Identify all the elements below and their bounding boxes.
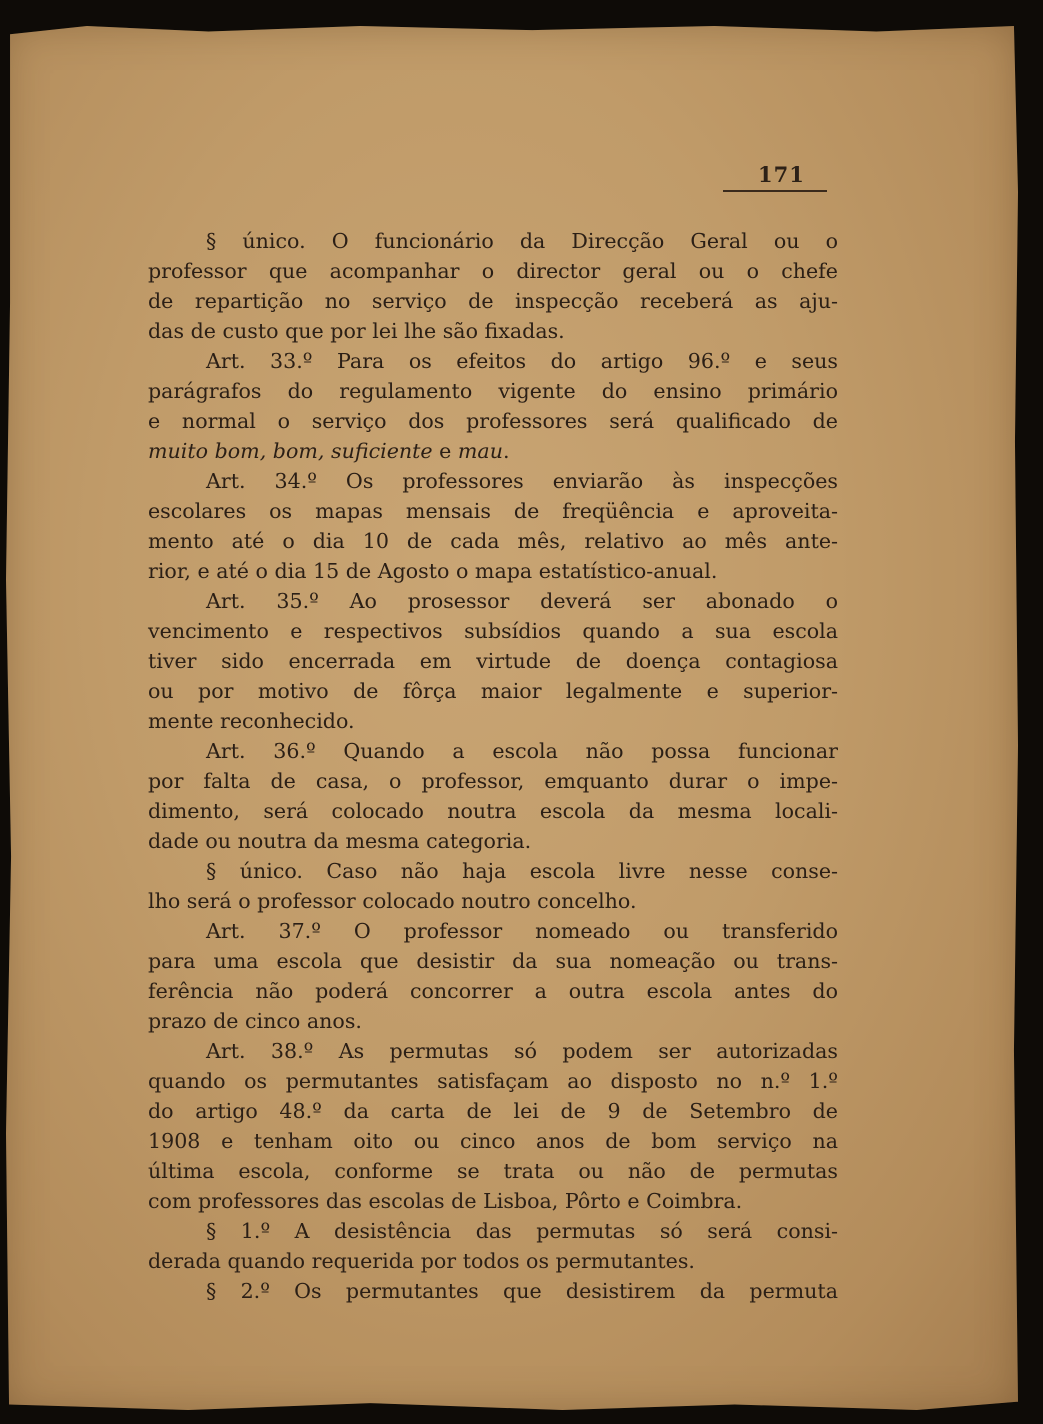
text-line: do artigo 48.º da carta de lei de 9 de Setembro de [148, 1099, 838, 1123]
page-number-rule [723, 190, 827, 192]
text-line: dimento, será colocado noutra escola da mesma locali- [148, 799, 838, 823]
text-line: Art. 37.º O professor nomeado ou transferido [206, 919, 838, 943]
text-line: § 1.º A desistência das permutas só será consi- [206, 1219, 838, 1243]
text-line: ferência não poderá concorrer a outra escola antes do [148, 979, 838, 1003]
body-text [148, 226, 838, 1306]
text-line: § único. O funcionário da Direcção Geral ou o [206, 229, 838, 253]
text-line: ou por motivo de fôrça maior legalmente e superior- [148, 679, 838, 703]
text-line: parágrafos do regulamento vigente do ensino primário [148, 379, 838, 403]
text-line: Art. 36.º Quando a escola não possa funcionar [206, 739, 838, 763]
text-line: dade ou noutra da mesma categoria. [148, 829, 532, 853]
text-line: § 2.º Os permutantes que desistirem da permuta [206, 1279, 838, 1303]
text-line: e normal o serviço dos professores será qualificado de [148, 409, 838, 433]
text-line: Art. 33.º Para os efeitos do artigo 96.º e seus [206, 349, 838, 373]
text-line: escolares os mapas mensais de freqüência e aproveita- [148, 499, 838, 523]
text-line: 1908 e tenham oito ou cinco anos de bom serviço na [148, 1129, 838, 1153]
text-line: por falta de casa, o professor, emquanto durar o impe- [148, 769, 838, 793]
text-line: tiver sido encerrada em virtude de doença contagiosa [148, 649, 838, 673]
page-number: 171 [758, 162, 805, 187]
text-line: quando os permutantes satisfaçam ao disposto no n.º 1.º [148, 1069, 838, 1093]
text-line: Art. 35.º Ao prosessor deverá ser abonado o [206, 589, 838, 613]
text-line: professor que acompanhar o director geral ou o chefe [148, 259, 838, 283]
text-line: das de custo que por lei lhe são fixadas. [148, 319, 565, 343]
text-line: com professores das escolas de Lisboa, Pôrto e Coimbra. [148, 1189, 743, 1213]
text-line: mento até o dia 10 de cada mês, relativo ao mês ante- [148, 529, 838, 553]
text-line: derada quando requerida por todos os permutantes. [148, 1249, 695, 1273]
text-line: rior, e até o dia 15 de Agosto o mapa estatístico-anual. [148, 559, 718, 583]
text-line: prazo de cinco anos. [148, 1009, 362, 1033]
text-line: para uma escola que desistir da sua nomeação ou trans- [148, 949, 838, 973]
text-line: de repartição no serviço de inspecção receberá as aju- [148, 289, 838, 313]
text-line: muito bom, bom, suficiente e mau. [148, 439, 510, 463]
text-line: Art. 34.º Os professores enviarão às inspecções [206, 469, 838, 493]
text-line: última escola, conforme se trata ou não de permutas [148, 1159, 838, 1183]
text-line: mente reconhecido. [148, 709, 355, 733]
text-line: vencimento e respectivos subsídios quando a sua escola [148, 619, 838, 643]
text-line: Art. 38.º As permutas só podem ser autorizadas [206, 1039, 838, 1063]
text-line: lho será o professor colocado noutro concelho. [148, 889, 637, 913]
text-line: § único. Caso não haja escola livre nesse conse- [206, 859, 838, 883]
